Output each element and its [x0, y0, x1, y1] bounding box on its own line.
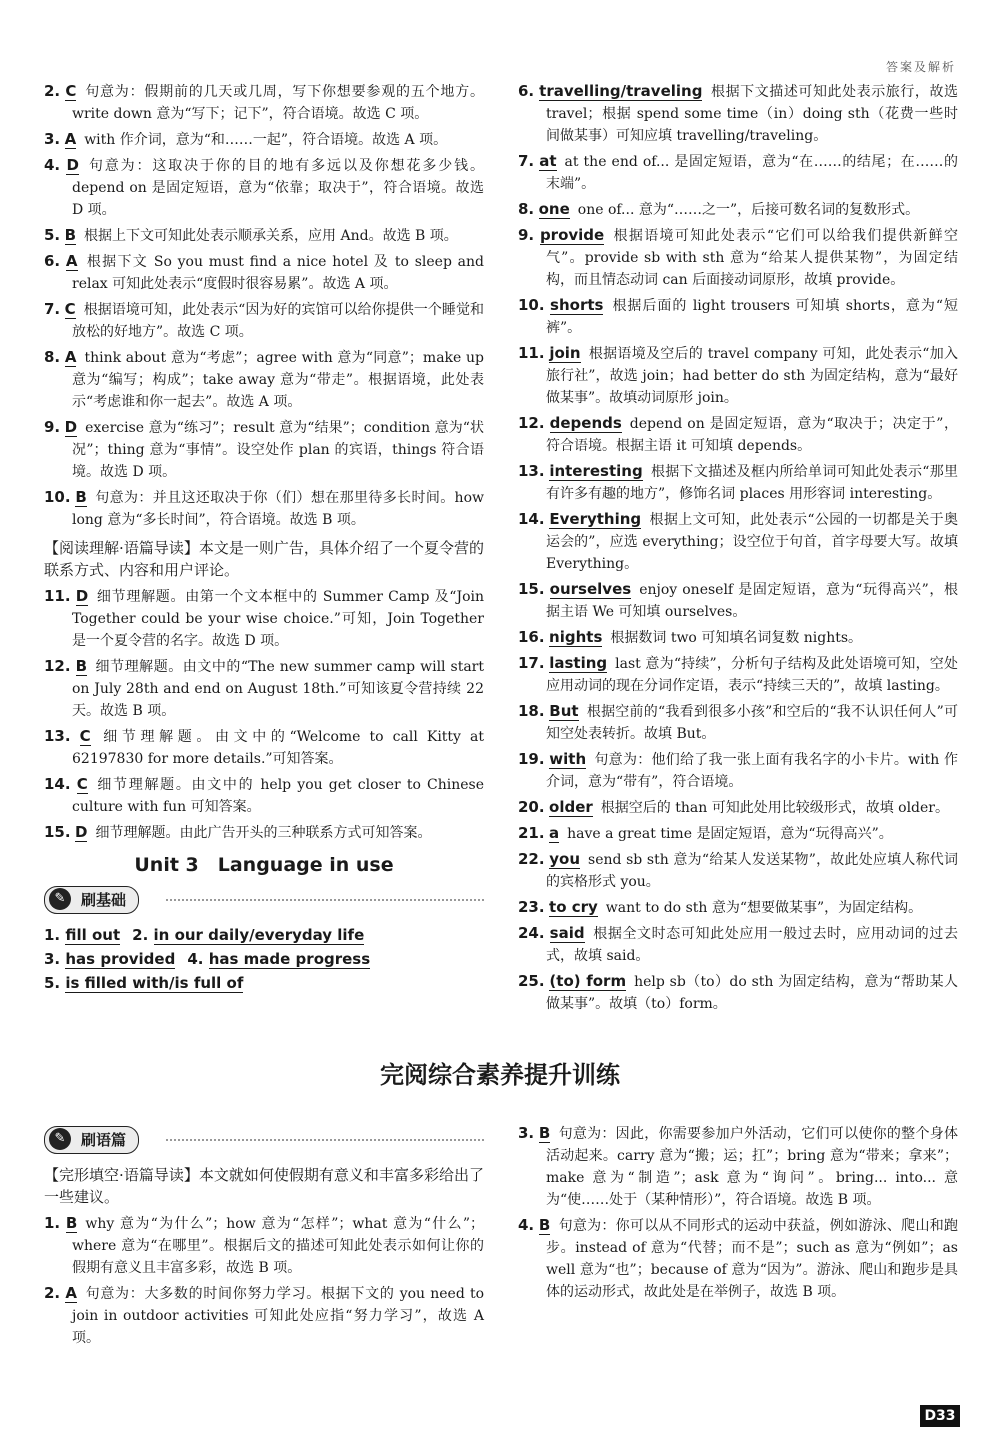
- question-number: 22.: [518, 850, 545, 868]
- answer-key: said: [549, 924, 585, 942]
- answer-item: [44, 224, 484, 247]
- question-number: 7.: [518, 152, 535, 170]
- question-number: 5.: [44, 974, 61, 992]
- answer-key: depends: [549, 414, 622, 432]
- question-number: 10.: [518, 296, 545, 314]
- question-number: 2.: [132, 926, 149, 944]
- explanation-text: one of... 意为“……之一”，后接可数名词的复数形式。: [577, 202, 920, 218]
- explanation-text: 句意为：你可以从不同形式的运动中获益，例如游泳、爬山和跑步。instead of 意为“代替；而不是”；such as 意为“例如”；as well 意为“也”；because of 意为“因为”。游泳、爬山和跑步是具体的运动形式，故此处是在举例子，故选 B 项。: [546, 1218, 959, 1300]
- answer-item: [44, 1212, 484, 1279]
- passage-badge: [44, 1126, 139, 1154]
- answer-item: [44, 773, 484, 818]
- question-number: 3.: [518, 1124, 535, 1142]
- question-number: 8.: [44, 348, 61, 366]
- answer-key: B: [65, 1214, 78, 1232]
- answer-key: is filled with/is full of: [65, 974, 244, 992]
- explanation-text: 根据下文描述可知此处表示旅行，故选 travel；根据 spend some time（in）doing sth（花费一些时间做某事）可知应填 travelling/traveling。: [546, 84, 959, 144]
- answer-key: B: [75, 657, 88, 675]
- answer-item: [518, 460, 958, 505]
- answer-key: older: [549, 798, 593, 816]
- question-number: 18.: [518, 702, 545, 720]
- answer-key: nights: [549, 628, 603, 646]
- answer-item: [518, 626, 958, 649]
- answer-key: C: [65, 82, 77, 100]
- explanation-text: 根据语境及空后的 travel company 可知，此处表示“加入旅行社”，故选 join；had better do sth 为固定结构，意为“最好做某事”。故填动词原形 join。: [546, 346, 959, 406]
- question-number: 15.: [518, 580, 545, 598]
- explanation-text: 根据空后的 than 可知此处用比较级形式，故填 older。: [600, 800, 949, 816]
- question-number: 16.: [518, 628, 545, 646]
- answer-key: A: [64, 130, 77, 148]
- question-number: 15.: [44, 823, 71, 841]
- answer-item: [518, 294, 958, 339]
- answer-key: one: [538, 200, 570, 218]
- explanation-text: 细节理解题。由第一个文本框中的 Summer Camp 及“Join Together could be your wise choice.”可知，Join Together 是一个夏令营的名字。故选 D 项。: [72, 589, 484, 649]
- page-header-label: 答案及解析: [885, 60, 956, 74]
- answer-key: B: [64, 226, 77, 244]
- answer-item: [44, 298, 484, 343]
- question-number: 23.: [518, 898, 545, 916]
- answer-item: [518, 578, 958, 623]
- question-number: 3.: [44, 130, 61, 148]
- question-number: 11.: [44, 587, 71, 605]
- question-number: 13.: [518, 462, 545, 480]
- explanation-text: 根据后面的 light trousers 可知填 shorts，意为“短裤”。: [546, 298, 959, 336]
- answer-item: [518, 508, 958, 575]
- passage-badge-label: 刷语篇: [81, 1131, 127, 1149]
- pencil-icon: ✎: [49, 1128, 71, 1150]
- answer-key: lasting: [549, 654, 608, 672]
- answer-list: [44, 80, 484, 531]
- answer-item: [518, 198, 958, 221]
- answer-key: fill out: [65, 926, 121, 944]
- explanation-text: why 意为“为什么”；how 意为“怎样”；what 意为“什么”；where 意为“在哪里”。根据后文的描述可知此处表示如何让你的假期有意义且丰富多彩，故选 B 项。: [72, 1216, 485, 1276]
- cloze-intro: 【完形填空·语篇导读】本文就如何使假期有意义和丰富多彩给出了一些建议。: [44, 1166, 484, 1206]
- answer-list: [518, 1122, 958, 1303]
- answer-item: [518, 1122, 958, 1211]
- answer-item: [518, 652, 958, 697]
- dotted-divider: [166, 899, 484, 901]
- explanation-text: 句意为：这取决于你的目的地有多远以及你想花多少钱。depend on 是固定短语，意为“依靠；取决于”，符合语境。故选 D 项。: [72, 158, 485, 218]
- explanation-text: 根据全文时态可知此处应用一般过去时，应用动词的过去式，故填 said。: [546, 926, 959, 964]
- answer-item: [44, 655, 484, 722]
- answer-key: with: [549, 750, 587, 768]
- answer-key: B: [538, 1216, 551, 1234]
- answer-item: [518, 700, 958, 745]
- answer-key: D: [75, 587, 89, 605]
- explanation-text: 根据上文可知，此处表示“公园的一切都是关于奥运会的”，应选 everything；设空位于句首，首字母要大写。故填 Everything。: [546, 512, 959, 572]
- question-number: 14.: [518, 510, 545, 528]
- explanation-text: 根据语境可知，此处表示“因为好的宾馆可以给你提供一个睡觉和放松的好地方”。故选 C 项。: [72, 302, 485, 340]
- section-title: 完阅综合素养提升训练: [380, 1061, 620, 1089]
- answer-key: in our daily/everyday life: [153, 926, 365, 944]
- question-number: 8.: [518, 200, 535, 218]
- answer-item: [44, 346, 484, 413]
- question-number: 4.: [44, 156, 61, 174]
- explanation-text: help sb（to）do sth 为固定结构，意为“帮助某人做某事”。故填（to）form。: [546, 974, 958, 1012]
- answer-item: [44, 821, 484, 844]
- question-number: 12.: [44, 657, 71, 675]
- question-number: 12.: [518, 414, 545, 432]
- explanation-text: 根据语境可知此处表示“它们可以给我们提供新鲜空气”。provide sb with sth 意为“给某人提供某物”，为固定结构，而且情态动词 can 后面接动词原形，故填 provide。: [546, 228, 959, 288]
- explanation-text: 句意为：大多数的时间你努力学习。根据下文的 you need to join in outdoor activities 可知此处应指“努力学习”，故选 A 项。: [72, 1286, 485, 1346]
- question-number: 4.: [518, 1216, 535, 1234]
- answer-item: [518, 896, 958, 919]
- answer-key: D: [75, 823, 88, 841]
- question-number: 1.: [44, 1214, 61, 1232]
- question-number: 2.: [44, 82, 61, 100]
- answer-key: travelling/traveling: [539, 82, 703, 100]
- explanation-text: 细节理解题。由此广告开头的三种联系方式可知答案。: [95, 825, 432, 841]
- answer-key: But: [549, 702, 579, 720]
- bottom-right-column: [518, 1122, 958, 1306]
- answer-key: to cry: [549, 898, 598, 916]
- question-number: 20.: [518, 798, 545, 816]
- answer-key: shorts: [550, 296, 604, 314]
- answer-item: [518, 412, 958, 457]
- question-number: 2.: [44, 1284, 61, 1302]
- question-number: 14.: [44, 775, 71, 793]
- answer-key: interesting: [549, 462, 643, 480]
- answer-key: you: [549, 850, 581, 868]
- explanation-text: send sb sth 意为“给某人发送某物”，故此处应填人称代词的宾格形式 you。: [546, 852, 958, 890]
- answer-item: [518, 224, 958, 291]
- answer-key: has provided: [65, 950, 176, 968]
- answer-item: [518, 922, 958, 967]
- explanation-text: think about 意为“考虑”；agree with 意为“同意”；make up 意为“编写；构成”；take away 意为“带走”。根据语境，此处表示“考虑谁和你一起去”。故选 A 项。: [72, 350, 484, 410]
- question-number: 6.: [44, 252, 61, 270]
- answer-item: [518, 796, 958, 819]
- answer-list: [518, 80, 958, 1015]
- basics-line: [44, 924, 484, 946]
- explanation-text: 根据上下文可知此处表示顺承关系，应用 And。故选 B 项。: [84, 228, 458, 244]
- explanation-text: depend on 是固定短语，意为“取决于；决定于”，符合语境。根据主语 it 可知填 depends。: [546, 416, 959, 454]
- explanation-text: 句意为：因此，你需要参加户外活动，它们可以使你的整个身体活动起来。carry 意为“搬；运；扛”；bring 意为“带来；拿来”；make 意为“制造”；ask 意为“询问”。bring... into... 意为“使……处于（某种情形）”，符合语境。故选 B 项。: [546, 1126, 959, 1208]
- answer-item: [518, 150, 958, 195]
- explanation-text: 细节理解题。由文中的“Welcome to call Kitty at 62197830 for more details.”可知答案。: [72, 729, 484, 767]
- answer-key: D: [66, 156, 79, 174]
- unit-title: Unit 3 Language in use: [134, 854, 394, 876]
- answer-key: A: [65, 252, 78, 270]
- answer-key: provide: [539, 226, 605, 244]
- answer-item: [44, 725, 484, 770]
- answer-key: D: [64, 418, 78, 436]
- answer-item: [44, 80, 484, 125]
- reading-intro: 【阅读理解·语篇导读】本文是一则广告，具体介绍了一个夏令营的联系方式、内容和用户评论。: [44, 539, 484, 579]
- question-number: 10.: [44, 488, 71, 506]
- explanation-text: 句意为：并且这还取决于你（们）想在那里待多长时间。how long 意为“多长时间”，符合语境。故选 B 项。: [72, 490, 484, 528]
- explanation-text: 根据数词 two 可知填名词复数 nights。: [610, 630, 863, 646]
- question-number: 7.: [44, 300, 61, 318]
- answer-item: [518, 748, 958, 793]
- question-number: 5.: [44, 226, 61, 244]
- explanation-text: 根据下文 So you must find a nice hotel 及 to sleep and relax 可知此处表示“度假时很容易累”。故选 A 项。: [72, 254, 484, 292]
- answer-key: has made progress: [208, 950, 371, 968]
- explanation-text: want to do sth 意为“想要做某事”，为固定结构。: [605, 900, 923, 916]
- explanation-text: 根据空前的“我看到很多小孩”和空后的“我不认识任何人”可知空处表转折。故填 But。: [546, 704, 958, 742]
- answer-key: C: [79, 727, 91, 745]
- answer-key: A: [64, 348, 77, 366]
- answer-key: C: [76, 775, 88, 793]
- explanation-text: 根据下文描述及框内所给单词可知此处表示“那里有许多有趣的地方”，修饰名词 places 用形容词 interesting。: [546, 464, 959, 502]
- reading-answer-list: [44, 585, 484, 844]
- question-number: 9.: [44, 418, 61, 436]
- answer-item: [44, 486, 484, 531]
- answer-item: [44, 416, 484, 483]
- basics-badge: [44, 886, 139, 914]
- explanation-text: 句意为：假期前的几天或几周，写下你想要参观的五个地方。write down 意为“写下；记下”，符合语境。故选 C 项。: [72, 84, 484, 122]
- basics-badge-row: [44, 884, 484, 918]
- answer-key: Everything: [549, 510, 642, 528]
- answer-key: at: [539, 152, 557, 170]
- right-column: [518, 80, 958, 1018]
- dotted-divider: [166, 1139, 484, 1141]
- answer-item: [518, 970, 958, 1015]
- pencil-icon: ✎: [49, 888, 71, 910]
- question-number: 11.: [518, 344, 545, 362]
- answer-key: B: [538, 1124, 551, 1142]
- explanation-text: 句意为：他们给了我一张上面有我名字的小卡片。with 作介词，意为“带有”，符合语境。: [546, 752, 958, 790]
- answer-key: a: [549, 824, 560, 842]
- page-number: D33: [920, 1405, 960, 1427]
- explanation-text: last 意为“持续”，分析句子结构及此处语境可知，空处应用动词的现在分词作定语，表示“持续三天的”，故填 lasting。: [546, 656, 959, 694]
- basics-line: [44, 972, 484, 994]
- answer-key: (to) form: [549, 972, 627, 990]
- answer-item: [518, 848, 958, 893]
- basics-answer-lines: [44, 924, 484, 994]
- basics-line: [44, 948, 484, 970]
- question-number: 13.: [44, 727, 71, 745]
- explanation-text: have a great time 是固定短语，意为“玩得高兴”。: [567, 826, 893, 842]
- explanation-text: at the end of... 是固定短语，意为“在……的结尾；在……的末端”。: [546, 154, 958, 192]
- answer-item: [518, 342, 958, 409]
- question-number: 3.: [44, 950, 61, 968]
- answer-key: A: [65, 1284, 77, 1302]
- question-number: 1.: [44, 926, 61, 944]
- explanation-text: enjoy oneself 是固定短语，意为“玩得高兴”，根据主语 We 可知填 ourselves。: [546, 582, 958, 620]
- explanation-text: 细节理解题。由文中的“The new summer camp will start on July 28th and end on August 18th.”可知该夏令营持续 22 天。故选 B 项。: [72, 659, 484, 719]
- answer-key: B: [75, 488, 87, 506]
- answer-item: [44, 585, 484, 652]
- answer-key: C: [64, 300, 76, 318]
- bottom-left-column: [44, 1122, 484, 1352]
- question-number: 9.: [518, 226, 535, 244]
- passage-badge-row: [44, 1124, 484, 1158]
- question-number: 17.: [518, 654, 545, 672]
- explanation-text: with 作介词，意为“和……一起”，符合语境。故选 A 项。: [84, 132, 448, 148]
- question-number: 25.: [518, 972, 545, 990]
- answer-item: [518, 80, 958, 147]
- explanation-text: 细节理解题。由文中的 help you get closer to Chinese culture with fun 可知答案。: [72, 777, 484, 815]
- question-number: 19.: [518, 750, 545, 768]
- answer-item: [44, 128, 484, 151]
- question-number: 24.: [518, 924, 545, 942]
- question-number: 21.: [518, 824, 545, 842]
- answer-item: [518, 1214, 958, 1303]
- question-number: 4.: [187, 950, 204, 968]
- answer-item: [518, 822, 958, 845]
- left-column: [44, 80, 484, 996]
- answer-list: [44, 1212, 484, 1349]
- explanation-text: exercise 意为“练习”；result 意为“结果”；condition 意为“状况”；thing 意为“事情”。设空处作 plan 的宾语，things 符合语境。故选 D 项。: [72, 420, 484, 480]
- answer-key: ourselves: [549, 580, 632, 598]
- answer-item: [44, 250, 484, 295]
- basics-badge-label: 刷基础: [81, 891, 127, 909]
- answer-key: join: [549, 344, 581, 362]
- answer-item: [44, 1282, 484, 1349]
- question-number: 6.: [518, 82, 535, 100]
- answer-item: [44, 154, 484, 221]
